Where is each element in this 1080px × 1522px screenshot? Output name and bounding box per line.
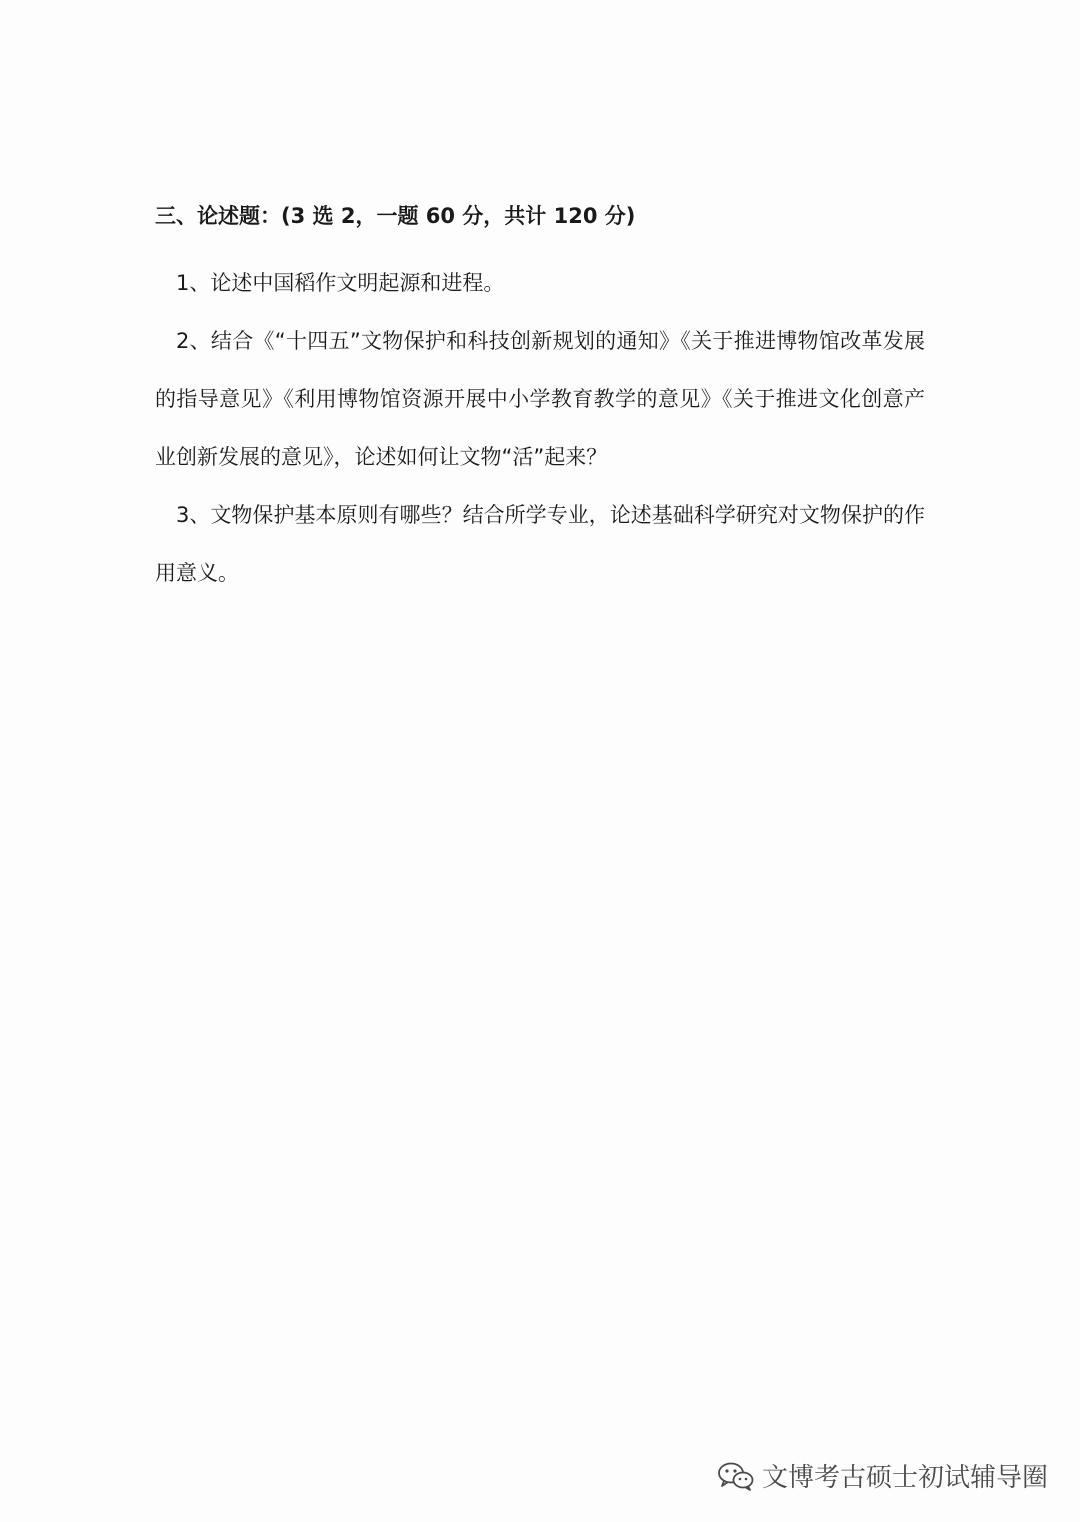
watermark [716, 1457, 1048, 1494]
essay-section [155, 196, 925, 602]
wechat-icon [716, 1461, 756, 1491]
section-heading: 三、论述题：(3 选 2，一题 60 分，共计 120 分) [155, 204, 636, 228]
watermark-text: 文博考古硕士初试辅导圈 [761, 1463, 1048, 1493]
question-3: 3、文物保护基本原则有哪些？结合所学专业，论述基础科学研究对文物保护的作用意义。 [155, 503, 925, 585]
question-1: 1、论述中国稻作文明起源和进程。 [176, 271, 505, 295]
question-2: 2、结合《“十四五”文物保护和科技创新规划的通知》《关于推进博物馆改革发展的指导意见》《利用博物馆资源开展中小学教育教学的意见》《关于推进文化创意产业创新发展的意见》，论述如何让文物“活”起来？ [155, 329, 925, 469]
